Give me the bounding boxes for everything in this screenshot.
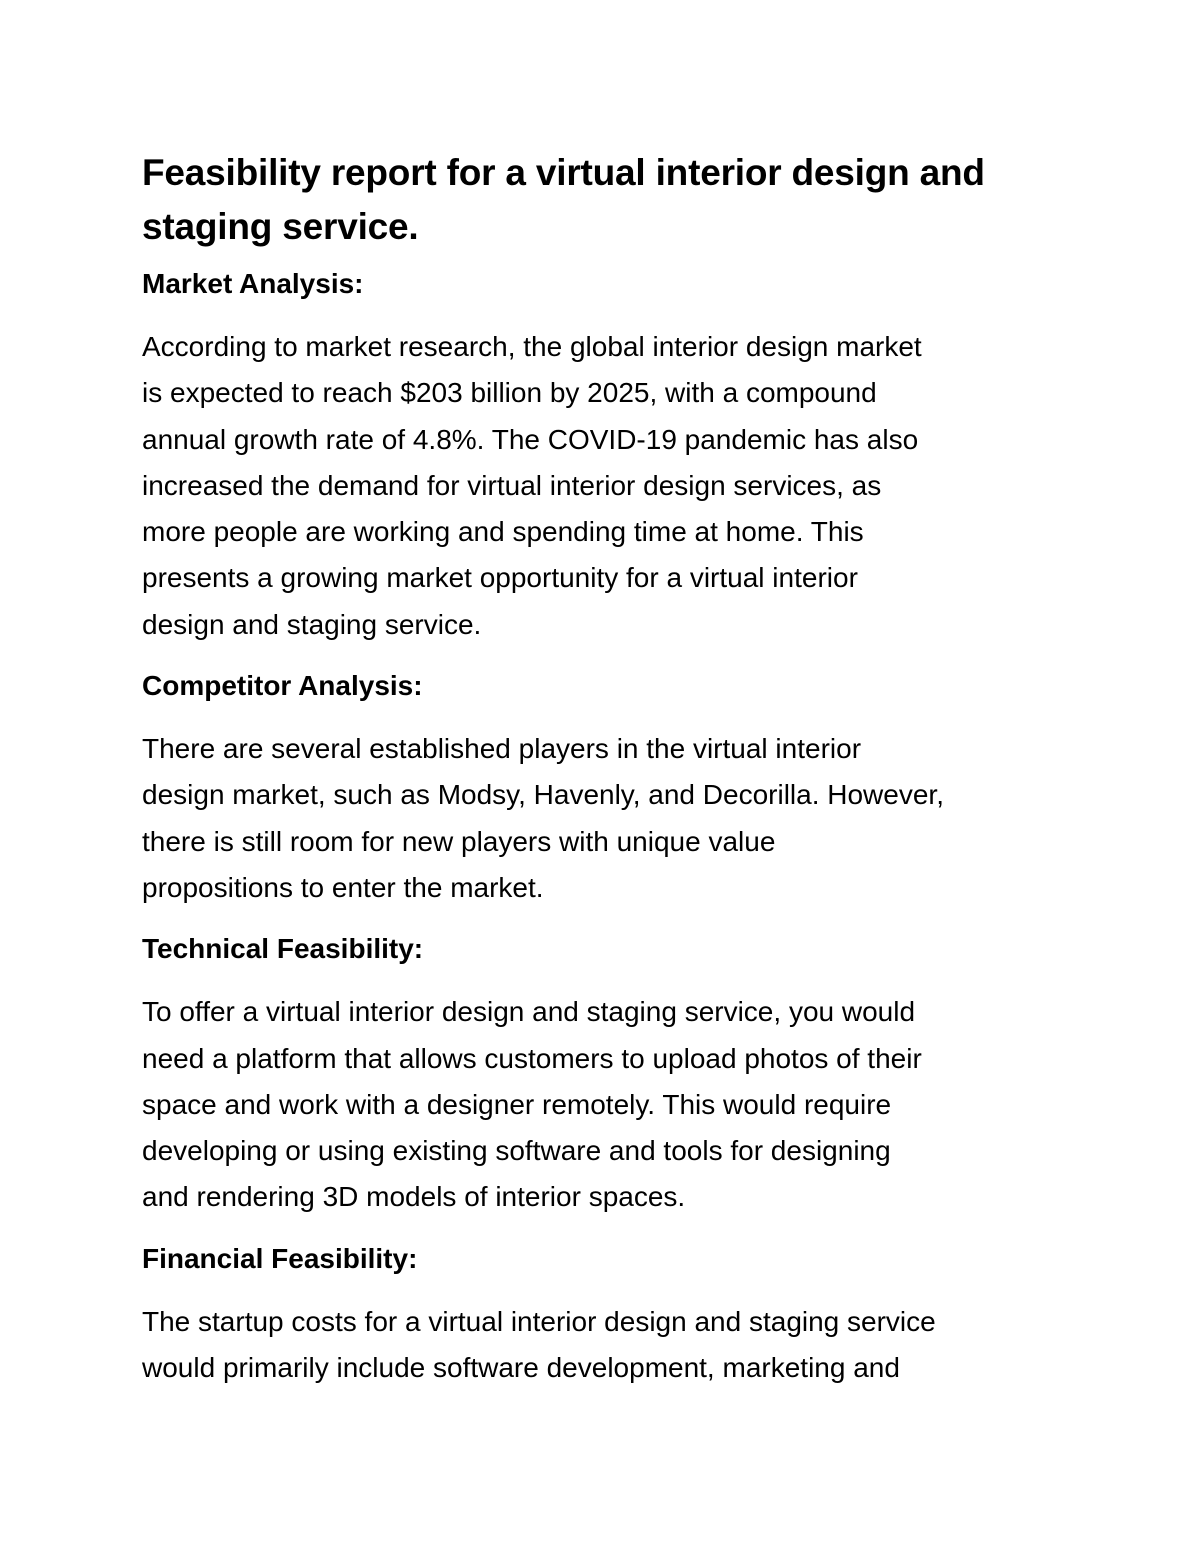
paragraph-line: space and work with a designer remotely. This would require — [142, 1088, 892, 1120]
paragraph-line: and rendering 3D models of interior spaces. — [142, 1181, 686, 1213]
section-paragraph — [142, 989, 1072, 1220]
section-heading: Competitor Analysis: — [142, 670, 423, 702]
paragraph-line: The startup costs for a virtual interior design and staging service — [142, 1305, 936, 1337]
section-heading: Market Analysis: — [142, 268, 364, 299]
paragraph-line: need a platform that allows customers to upload photos of their — [142, 1042, 922, 1074]
paragraph-line: annual growth rate of 4.8%. The COVID-19 pandemic has also — [142, 423, 919, 455]
section-heading: Financial Feasibility: — [142, 1242, 418, 1274]
paragraph-line: To offer a virtual interior design and staging service, you would — [142, 996, 916, 1028]
section-paragraph — [142, 324, 1072, 648]
paragraph-line: is expected to reach $203 billion by 2025, with a compound — [142, 377, 877, 409]
document-title — [142, 146, 1072, 254]
paragraph-line: increased the demand for virtual interior design services, as — [142, 469, 882, 501]
document-page — [142, 146, 1072, 1409]
section-market-analysis — [142, 264, 1072, 648]
paragraph-line: propositions to enter the market. — [142, 871, 544, 903]
title-line: staging service. — [142, 206, 419, 247]
section-paragraph — [142, 1299, 1072, 1392]
paragraph-line: there is still room for new players with unique value — [142, 825, 776, 857]
section-paragraph — [142, 726, 1072, 911]
title-line: Feasibility report for a virtual interior design and — [142, 152, 985, 193]
paragraph-line: presents a growing market opportunity for a virtual interior — [142, 562, 858, 594]
section-heading: Technical Feasibility: — [142, 933, 424, 965]
paragraph-line: more people are working and spending time at home. This — [142, 516, 864, 548]
paragraph-line: According to market research, the global interior design market — [142, 331, 922, 362]
paragraph-line: would primarily include software development, marketing and — [142, 1352, 900, 1384]
section-technical-feasibility — [142, 929, 1072, 1220]
paragraph-line: developing or using existing software and tools for designing — [142, 1135, 891, 1167]
section-competitor-analysis — [142, 666, 1072, 911]
section-financial-feasibility — [142, 1239, 1072, 1392]
paragraph-line: There are several established players in the virtual interior — [142, 733, 862, 765]
paragraph-line: design market, such as Modsy, Havenly, and Decorilla. However, — [142, 779, 944, 811]
paragraph-line: design and staging service. — [142, 608, 482, 640]
